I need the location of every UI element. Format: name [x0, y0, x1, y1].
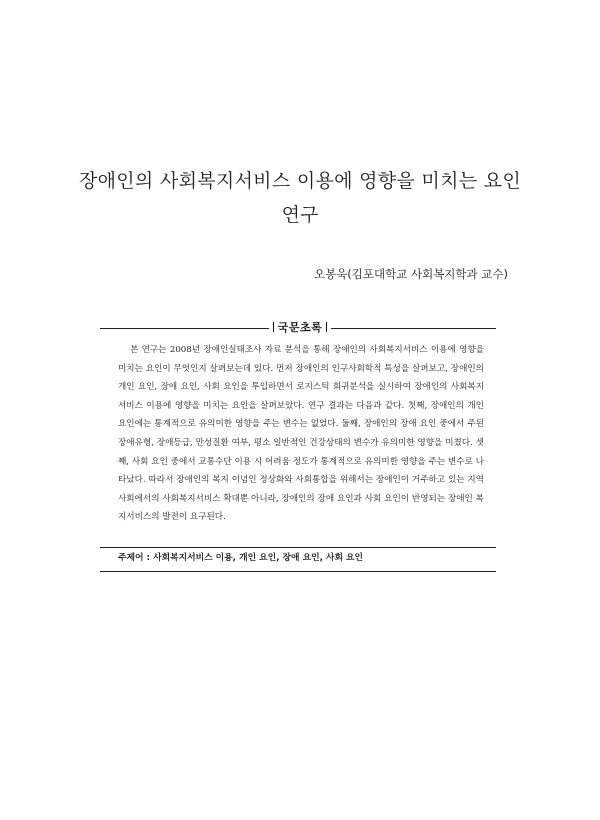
keywords-bottom-rule — [100, 571, 496, 572]
paper-title-line1: 장애인의 사회복지서비스 이용에 영향을 미치는 요인 — [78, 170, 522, 192]
paper-title-line2: 연구 — [281, 204, 319, 226]
abstract-label-wrap — [0, 318, 600, 338]
abstract-label: 국문초록 — [269, 318, 332, 338]
abstract-body — [118, 341, 484, 527]
author-affiliation: 오봉욱(김포대학교 사회복지학과 교수) — [313, 267, 508, 281]
abstract-paragraph: 본 연구는 2008년 장애인실태조사 자료 분석을 통해 장애인의 사회복지서비스 이용에 영향을 미치는 요인이 무엇인지 살펴보는데 있다. 먼저 장애인의 인구사회학적 특성을 살펴보고, 장애인의 개인 요인, 장애 요인, 사회 요인을 투입하면서 로지스틱 회귀분석을 실시하여 장애인의 사회복지서비스 이용에 영향을 미치는 요인을 살펴보았다. 연구 결과는 다음과 같다. 첫째, 장애인의 개인 요인에는 통계적으로 유의미한 영향을 주는 변수는 없었다. 둘째, 장애인의 장애 요인 중에서 주된 장애유형, 장애등급, 만성질환 여부, 평소 일반적인 건강상태의 변수가 유의미한 영향을 미쳤다. 셋째, 사회 요인 중에서 교통수단 이용 시 어려움 정도가 통계적으로 유의미한 영향을 주는 변수로 나타났다. 따라서 장애인의 복지 이념인 정상화와 사회통합을 위해서는 장애인이 거주하고 있는 지역사회에서의 사회복지서비스 확대뿐 아니라, 장애인의 장애 요인과 사회 요인이 반영되는 장애인 복지서비스의 발전이 요구된다. — [118, 345, 484, 523]
keywords-line: 주제어 : 사회복지서비스 이용, 개인 요인, 장애 요인, 사회 요인 — [118, 553, 364, 563]
